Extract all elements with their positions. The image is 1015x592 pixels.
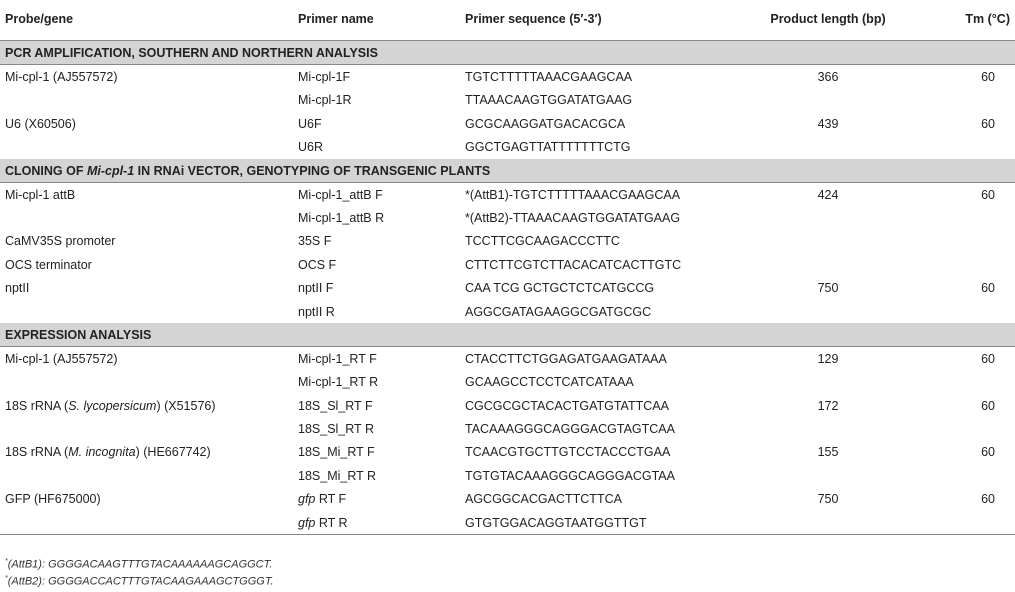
section-title: PCR AMPLIFICATION, SOUTHERN AND NORTHERN ANALYSIS <box>5 46 378 60</box>
table-row <box>0 487 1015 510</box>
cell-primer-name: U6F <box>298 116 322 131</box>
probe-part: ) (X51576) <box>156 398 216 413</box>
cell-sequence: GGCTGAGTTATTTTTTTCTG <box>465 140 631 155</box>
cell-length: 172 <box>817 398 839 413</box>
cell-sequence: *(AttB2)-TTAAACAAGTGGATATGAAG <box>465 210 681 225</box>
table-row <box>0 276 1015 299</box>
cell-tm: 60 <box>981 398 995 413</box>
cell-primer-name: U6R <box>298 140 324 155</box>
cell-length: 439 <box>817 116 839 131</box>
table-row <box>0 112 1015 135</box>
primer-name-part: RT F <box>315 492 347 507</box>
table-bottom-rule <box>0 534 1015 535</box>
cell-sequence: GCGCAAGGATGACACGCA <box>465 116 626 131</box>
table-row <box>0 440 1015 463</box>
header-probe: Probe/gene <box>5 12 74 26</box>
section-title-part: IN RNAi VECTOR, GENOTYPING OF TRANSGENIC PLANTS <box>134 163 491 178</box>
table-row <box>0 135 1015 158</box>
footnote-mark: * <box>5 558 8 565</box>
cell-primer-name: 18S_Sl_RT F <box>298 398 373 413</box>
cell-sequence: AGCGGCACGACTTCTTCA <box>465 492 622 507</box>
cell-length: 129 <box>817 351 839 366</box>
cell-sequence: CGCGCGCTACACTGATGTATTCAA <box>465 398 669 413</box>
cell-primer-name: Mi-cpl-1_RT R <box>298 375 379 390</box>
probe-part: 18S rRNA ( <box>5 445 69 460</box>
cell-length: 366 <box>817 70 839 84</box>
cell-sequence: CTACCTTCTGGAGATGAAGATAAA <box>465 351 667 366</box>
species-italic: S. lycopersicum <box>68 398 157 413</box>
cell-sequence: TGTGTACAAAGGGCAGGGACGTAA <box>465 468 675 483</box>
table-row <box>0 347 1015 370</box>
cell-sequence: CAA TCG GCTGCTCTCATGCCG <box>465 281 655 296</box>
cell-primer-name: 35S F <box>298 234 332 249</box>
cell-probe: Mi-cpl-1 (AJ557572) <box>5 351 118 366</box>
cell-sequence: TTAAACAAGTGGATATGAAG <box>465 93 633 108</box>
cell-probe: GFP (HF675000) <box>5 492 101 507</box>
cell-sequence: AGGCGATAGAAGGCGATGCGC <box>465 304 652 319</box>
cell-sequence: TCCTTCGCAAGACCCTTC <box>465 234 620 249</box>
cell-tm: 60 <box>981 281 995 296</box>
footnote-text: (AttB1): GGGGACAAGTTTGTACAAAAAAGCAGGCT. <box>7 558 273 571</box>
cell-primer-name: 18S_Mi_RT F <box>298 445 375 460</box>
cell-primer-name: 18S_Mi_RT R <box>298 468 377 483</box>
table-row <box>0 183 1015 206</box>
cell-primer-name: Mi-cpl-1F <box>298 70 351 84</box>
probe-part: 18S rRNA ( <box>5 398 69 413</box>
footnote-attb1 <box>5 558 272 571</box>
cell-primer-name: 18S_Sl_RT R <box>298 422 374 437</box>
cell-sequence: GCAAGCCTCCTCATCATAAA <box>465 375 634 390</box>
footnote-attb2 <box>5 575 274 588</box>
gene-italic: gfp <box>298 492 316 507</box>
cell-probe <box>5 399 216 413</box>
cell-probe <box>5 445 211 459</box>
table-header <box>0 0 1015 41</box>
cell-primer-name: nptII F <box>298 281 334 296</box>
table-row <box>0 65 1015 88</box>
cell-primer-name: Mi-cpl-1_RT F <box>298 351 377 366</box>
cell-primer-name: Mi-cpl-1R <box>298 93 352 108</box>
cell-probe: U6 (X60506) <box>5 116 76 131</box>
header-tm: Tm (°C) <box>965 12 1010 26</box>
cell-length: 750 <box>817 281 839 296</box>
cell-probe: Mi-cpl-1 attB <box>5 187 76 202</box>
cell-primer-name <box>298 516 348 530</box>
table-row <box>0 511 1015 534</box>
table-row <box>0 417 1015 440</box>
cell-sequence: *(AttB1)-TGTCTTTTTAAACGAAGCAA <box>465 187 681 202</box>
header-product-length: Product length (bp) <box>770 12 886 26</box>
cell-tm: 60 <box>981 187 995 202</box>
cell-length: 750 <box>817 492 839 507</box>
cell-tm: 60 <box>981 445 995 460</box>
gene-italic: gfp <box>298 515 316 530</box>
cell-sequence: TACAAAGGGCAGGGACGTAGTCAA <box>465 422 675 437</box>
cell-length: 424 <box>817 187 839 202</box>
cell-primer-name: Mi-cpl-1_attB F <box>298 187 383 202</box>
section-header <box>0 323 1015 347</box>
cell-primer-name: nptII R <box>298 304 335 319</box>
section-title: EXPRESSION ANALYSIS <box>5 327 152 342</box>
table-row <box>0 370 1015 393</box>
footnote-text: (AttB2): GGGGACCACTTTGTACAAGAAAGCTGGGT. <box>7 575 274 588</box>
cell-tm: 60 <box>981 492 995 507</box>
table-row <box>0 253 1015 276</box>
table-row <box>0 394 1015 417</box>
section-title-part: CLONING OF <box>5 163 87 178</box>
section-header <box>0 41 1015 65</box>
header-primer-sequence: Primer sequence (5′-3′) <box>465 12 602 26</box>
cell-primer-name: OCS F <box>298 257 337 272</box>
cell-sequence: TGTCTTTTTAAACGAAGCAA <box>465 70 633 84</box>
probe-part: ) (HE667742) <box>135 445 211 460</box>
footnote-mark: * <box>5 575 8 582</box>
section-header <box>0 159 1015 183</box>
table-row <box>0 300 1015 323</box>
gene-name-italic: Mi-cpl-1 <box>86 163 135 178</box>
species-italic: M. incognita <box>68 445 136 460</box>
cell-tm: 60 <box>981 351 995 366</box>
cell-sequence: CTTCTTCGTCTTACACATCACTTGTC <box>465 257 682 272</box>
table-row <box>0 464 1015 487</box>
table-row <box>0 88 1015 111</box>
cell-tm: 60 <box>981 70 995 84</box>
cell-tm: 60 <box>981 116 995 131</box>
cell-length: 155 <box>817 445 839 460</box>
header-primer-name: Primer name <box>298 12 374 26</box>
cell-sequence: GTGTGGACAGGTAATGGTTGT <box>465 515 647 530</box>
cell-probe: OCS terminator <box>5 257 92 272</box>
cell-primer-name <box>298 492 346 506</box>
cell-probe: Mi-cpl-1 (AJ557572) <box>5 70 118 84</box>
table-row <box>0 229 1015 252</box>
cell-probe: nptII <box>5 281 30 296</box>
section-title <box>5 164 490 178</box>
primer-name-part: RT R <box>315 515 348 530</box>
table-row <box>0 206 1015 229</box>
cell-sequence: TCAACGTGCTTGTCCTACCCTGAA <box>465 445 671 460</box>
cell-probe: CaMV35S promoter <box>5 234 116 249</box>
cell-primer-name: Mi-cpl-1_attB R <box>298 210 385 225</box>
